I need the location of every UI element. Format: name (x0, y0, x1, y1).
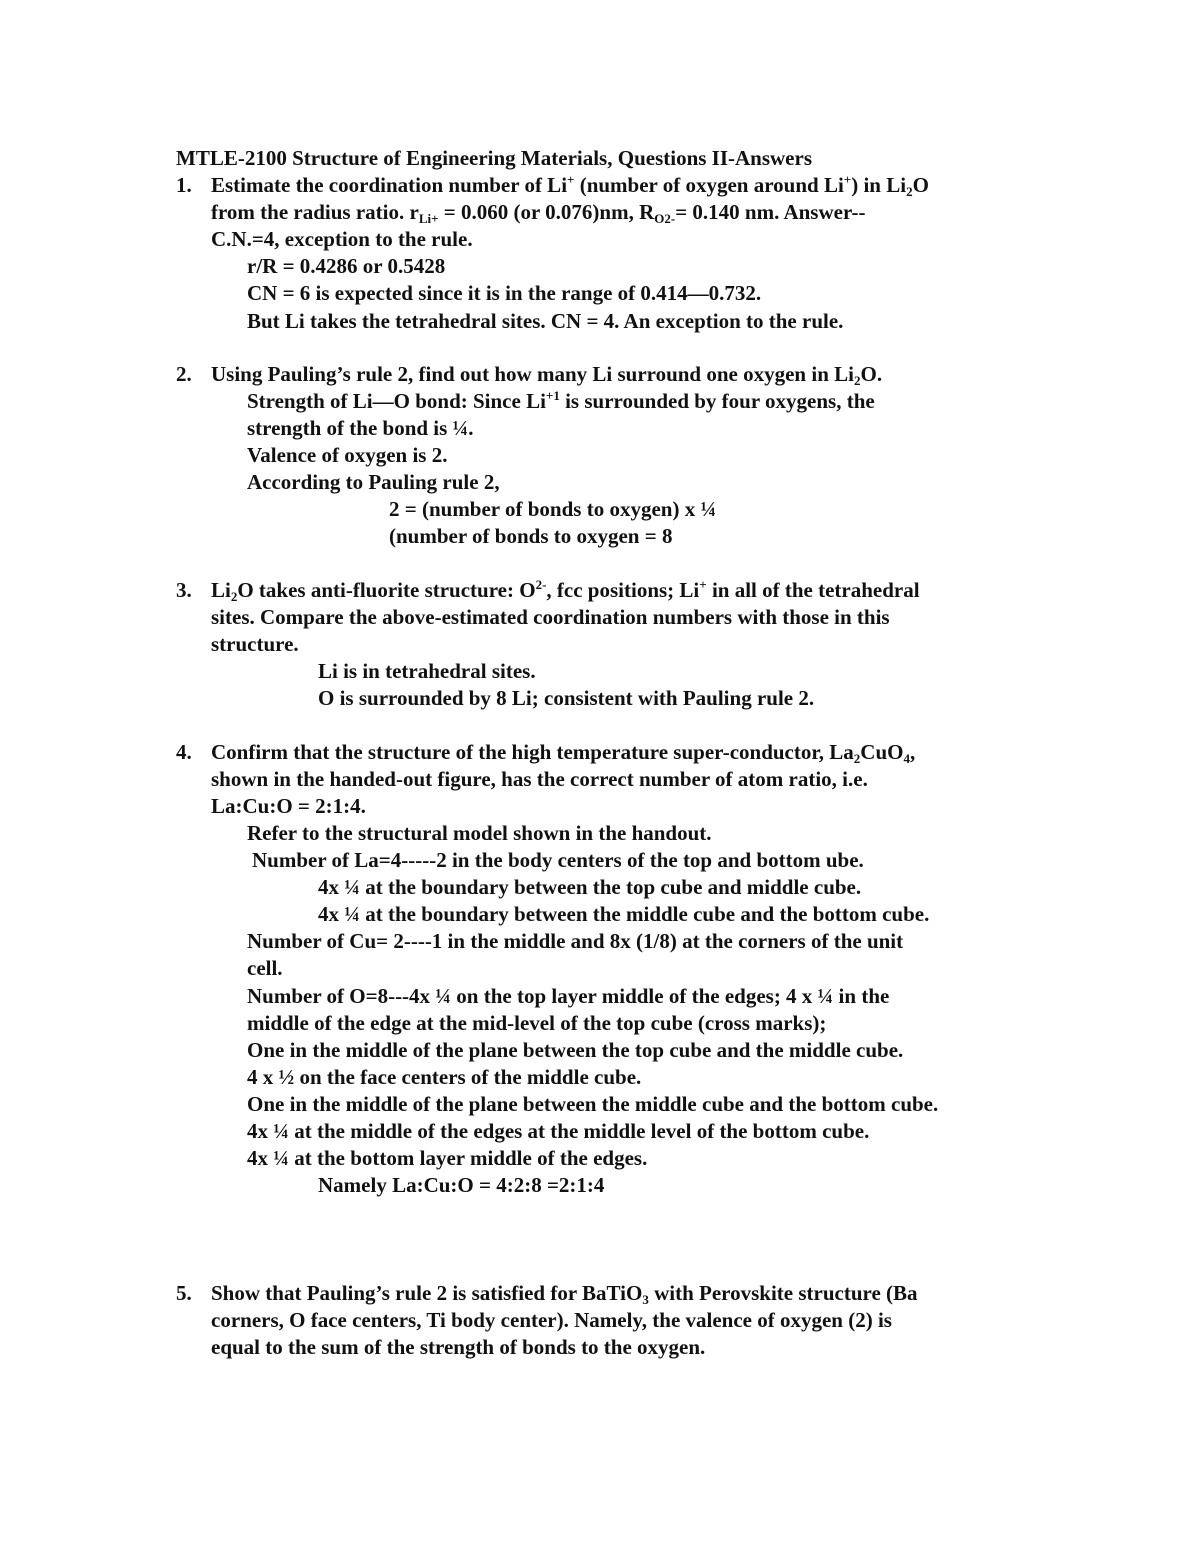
question-3-answer-line-2: O is surrounded by 8 Li; consistent with Pauling rule 2. (318, 686, 815, 710)
question-4-answer-line-13: 4x ¼ at the bottom layer middle of the edges. (247, 1146, 648, 1170)
question-4-stem-line-2: shown in the handed-out figure, has the correct number of atom ratio, i.e. (211, 767, 868, 791)
question-2-number: 2. (176, 362, 192, 386)
question-1-stem-line-2: from the radius ratio. $r_{Li+} = 0.060$ (or 0.076)nm, $R_{O2-}= 0.140$ nm. Answer-- (211, 200, 866, 226)
question-3-answer-line-1: Li is in tetrahedral sites. (318, 659, 536, 683)
question-4-answer-line-9: One in the middle of the plane between the top cube and the middle cube. (247, 1038, 904, 1062)
question-4-stem-line-3: La:Cu:O = 2:1:4. (211, 794, 366, 818)
question-1-answer-line-1: r/R = 0.4286 or 0.5428 (247, 254, 446, 278)
question-3-stem-line-1: $Li_2O$ takes anti-fluorite structure: $O^{2-}$, fcc positions; Li+ in all of the tetrahedral (211, 577, 920, 604)
question-4-stem-line-1: Confirm that the structure of the high temperature super-conductor, $La_2CuO_4$, (211, 740, 916, 766)
question-2-answer-line-1: Strength of Li—O bond: Since $Li^{+1}$ is surrounded by four oxygens, the (247, 388, 875, 413)
question-2-answer-line-2: strength of the bond is ¼. (247, 416, 474, 440)
question-4-answer-line-4: 4x ¼ at the boundary between the middle cube and the bottom cube. (318, 902, 930, 926)
document-title: MTLE-2100 Structure of Engineering Materials, Questions II-Answers (176, 146, 812, 170)
question-4-answer-line-8: middle of the edge at the mid-level of the top cube (cross marks); (247, 1011, 827, 1035)
question-2-answer-line-5: 2 = (number of bonds to oxygen) x ¼ (389, 497, 717, 521)
question-2-answer-line-3: Valence of oxygen is 2. (247, 443, 448, 467)
question-1-stem-line-3: C.N.=4, exception to the rule. (211, 227, 473, 251)
question-2-answer-line-4: According to Pauling rule 2, (247, 470, 500, 494)
question-4-answer-line-3: 4x ¼ at the boundary between the top cube and middle cube. (318, 875, 862, 899)
question-3-stem-line-2: sites. Compare the above-estimated coordination numbers with those in this (211, 605, 890, 629)
question-1-number: 1. (176, 173, 192, 197)
question-4-answer-line-2: Number of La=4-----2 in the body centers of the top and bottom ube. (252, 848, 864, 872)
question-3-number: 3. (176, 578, 192, 602)
question-5-stem-line-3: equal to the sum of the strength of bonds to the oxygen. (211, 1335, 706, 1359)
question-1-answer-line-2: CN = 6 is expected since it is in the range of 0.414—0.732. (247, 281, 762, 305)
question-4-answer-line-7: Number of O=8---4x ¼ on the top layer middle of the edges; 4 x ¼ in the (247, 984, 890, 1008)
question-4-number: 4. (176, 740, 192, 764)
question-1-stem-line-1: Estimate the coordination number of Li+ (number of oxygen around Li+) in $Li_2O$ (211, 172, 929, 199)
question-4-answer-line-14: Namely La:Cu:O = 4:2:8 =2:1:4 (318, 1173, 605, 1197)
question-4-answer-line-1: Refer to the structural model shown in the handout. (247, 821, 712, 845)
question-4-answer-line-11: One in the middle of the plane between the middle cube and the bottom cube. (247, 1092, 939, 1116)
question-4-answer-line-10: 4 x ½ on the face centers of the middle cube. (247, 1065, 642, 1089)
question-1-answer-line-3: But Li takes the tetrahedral sites. CN = 4. An exception to the rule. (247, 309, 844, 333)
question-4-answer-line-5: Number of Cu= 2----1 in the middle and 8x (1/8) at the corners of the unit (247, 929, 904, 953)
question-4-answer-line-12: 4x ¼ at the middle of the edges at the middle level of the bottom cube. (247, 1119, 870, 1143)
question-3-stem-line-3: structure. (211, 632, 299, 656)
question-5-number: 5. (176, 1281, 192, 1305)
question-2-stem-line-1: Using Pauling’s rule 2, find out how many Li surround one oxygen in $Li_2O$. (211, 362, 883, 388)
question-5-stem-line-1: Show that Pauling’s rule 2 is satisfied for BaTiO$_3$ with Perovskite structure (Ba (211, 1281, 918, 1307)
question-5-stem-line-2: corners, O face centers, Ti body center). Namely, the valence of oxygen (2) is (211, 1308, 892, 1332)
question-2-answer-line-6: (number of bonds to oxygen = 8 (389, 524, 673, 548)
question-4-answer-line-6: cell. (247, 956, 283, 980)
